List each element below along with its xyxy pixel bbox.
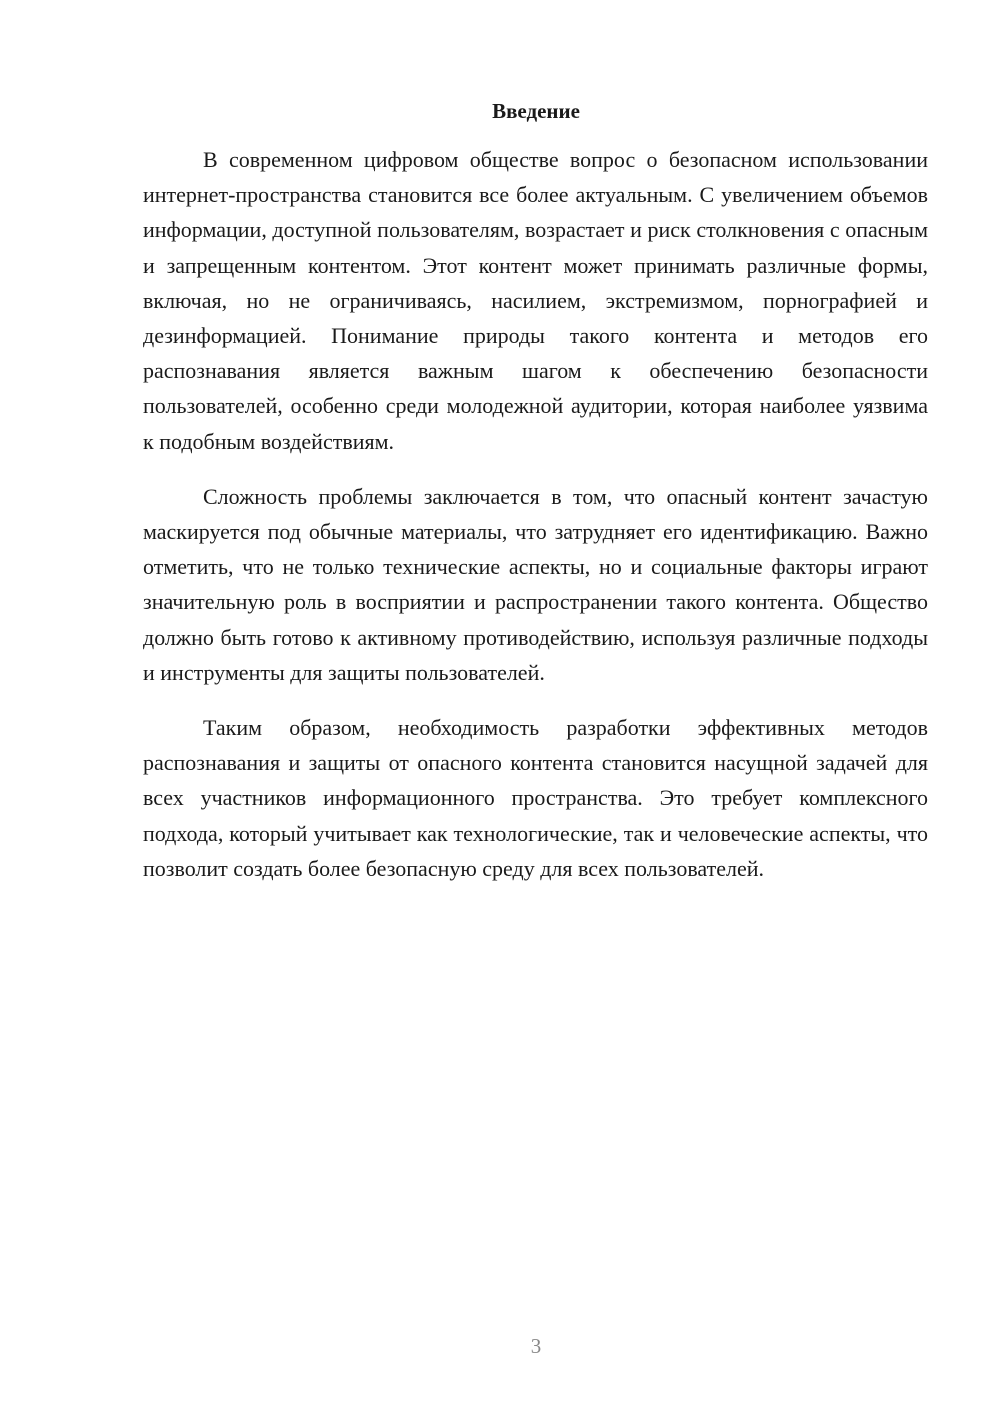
page-number: 3 [530, 1334, 542, 1358]
page-title: Введение [492, 99, 580, 123]
paragraph-2: Сложность проблемы заключается в том, что опасный контент зачастую маскируется под обычные материалы, что затрудняет его идентификацию. Важно отметить, что не только технические аспекты, но и социальные факторы играют значительную роль в восприятии и распространении такого контента. Общество должно быть готово к активному противодействию, используя различные подходы и инструменты для защиты пользователей. [143, 483, 928, 685]
body-text [143, 142, 928, 906]
paragraph-1: В современном цифровом обществе вопрос о безопасном использовании интернет-пространства становится все более актуальным. С увеличением объемов информации, доступной пользователям, возрастает и риск столкновения с опасным и запрещенным контентом. Этот контент может принимать различные формы, включая, но не ограничиваясь, насилием, экстремизмом, порнографией и дезинформацией. Понимание природы такого контента и методов его распознавания является важным шагом к обеспечению безопасности пользователей, особенно среди молодежной аудитории, которая наиболее уязвима к подобным воздействиям. [143, 147, 928, 454]
paragraph-3: Таким образом, необходимость разработки эффективных методов распознавания и защиты от опасного контента становится насущной задачей для всех участников информационного пространства. Это требует комплексного подхода, который учитывает как технологические, так и человеческие аспекты, что позволит создать более безопасную среду для всех пользователей. [143, 715, 928, 881]
